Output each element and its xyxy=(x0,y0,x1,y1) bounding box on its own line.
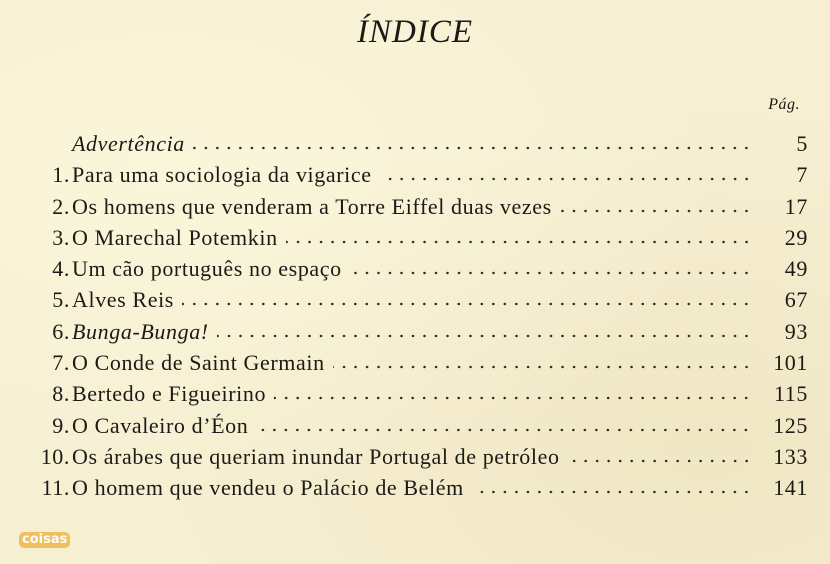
dot-leader xyxy=(350,270,752,276)
entry-title: O homem que vendeu o Palácio de Belém xyxy=(72,475,464,501)
entry-number: 7. xyxy=(52,350,70,376)
dot-leader xyxy=(286,239,752,245)
entry-number: 11. xyxy=(41,475,70,501)
entry-page: 17 xyxy=(784,193,808,219)
entry-page: 7 xyxy=(796,162,808,188)
entry-title: Um cão português no espaço xyxy=(72,256,342,282)
toc-entry xyxy=(20,256,808,287)
toc-entry xyxy=(20,162,808,193)
entry-page: 141 xyxy=(773,475,808,501)
entry-page: 101 xyxy=(773,350,808,376)
entry-page: 93 xyxy=(784,318,808,344)
entry-page: 125 xyxy=(773,412,808,438)
toc-entry xyxy=(20,413,808,444)
entry-page: 67 xyxy=(784,287,808,313)
dot-leader xyxy=(182,301,752,307)
dot-leader xyxy=(274,395,752,401)
entry-title: Bertedo e Figueirino xyxy=(72,381,267,407)
entry-title: O Cavaleiro d’Éon xyxy=(72,412,249,438)
toc-entry xyxy=(20,194,808,225)
toc-entry xyxy=(20,444,808,475)
entry-title: Os homens que venderam a Torre Eiffel duas vezes xyxy=(72,193,552,219)
entry-title: Alves Reis xyxy=(72,287,174,313)
entry-page: 115 xyxy=(774,381,808,407)
entry-title: O Conde de Saint Germain xyxy=(72,350,325,376)
entry-number: 10. xyxy=(40,443,70,469)
entry-title: O Marechal Potemkin xyxy=(72,224,278,250)
dot-leader xyxy=(256,427,752,433)
dot-leader xyxy=(193,145,752,151)
table-of-contents xyxy=(20,131,808,507)
entry-number: 3. xyxy=(52,224,70,250)
entry-title: Para uma sociologia da vigarice xyxy=(72,162,372,188)
page-title: ÍNDICE xyxy=(357,14,473,50)
entry-page: 29 xyxy=(784,224,808,250)
entry-number: 2. xyxy=(52,193,70,219)
dot-leader xyxy=(560,208,752,214)
toc-entry xyxy=(20,381,808,412)
toc-entry xyxy=(20,131,808,162)
dot-leader xyxy=(217,333,752,339)
watermark-logo: coisas xyxy=(19,532,70,548)
entry-page: 5 xyxy=(796,131,808,156)
dot-leader xyxy=(333,364,752,370)
entry-page: 49 xyxy=(784,256,808,282)
entry-title: Bunga-Bunga! xyxy=(72,318,209,344)
toc-entry xyxy=(20,225,808,256)
entry-page: 133 xyxy=(773,443,808,469)
entry-number: 8. xyxy=(52,381,70,407)
entry-title: Advertência xyxy=(72,131,185,156)
entry-number: 4. xyxy=(52,256,70,282)
toc-entry xyxy=(20,475,808,506)
entry-number: 6. xyxy=(52,318,70,344)
entry-title: Os árabes que queriam inundar Portugal de petróleo xyxy=(72,443,560,469)
page-column-label: Pág. xyxy=(768,96,800,113)
toc-entry xyxy=(20,350,808,381)
entry-number: 1. xyxy=(52,162,70,188)
dot-leader xyxy=(472,489,752,495)
entry-number: 5. xyxy=(52,287,70,313)
dot-leader xyxy=(380,176,752,182)
toc-entry xyxy=(20,319,808,350)
dot-leader xyxy=(568,458,752,464)
entry-number: 9. xyxy=(52,412,70,438)
toc-entry xyxy=(20,287,808,318)
